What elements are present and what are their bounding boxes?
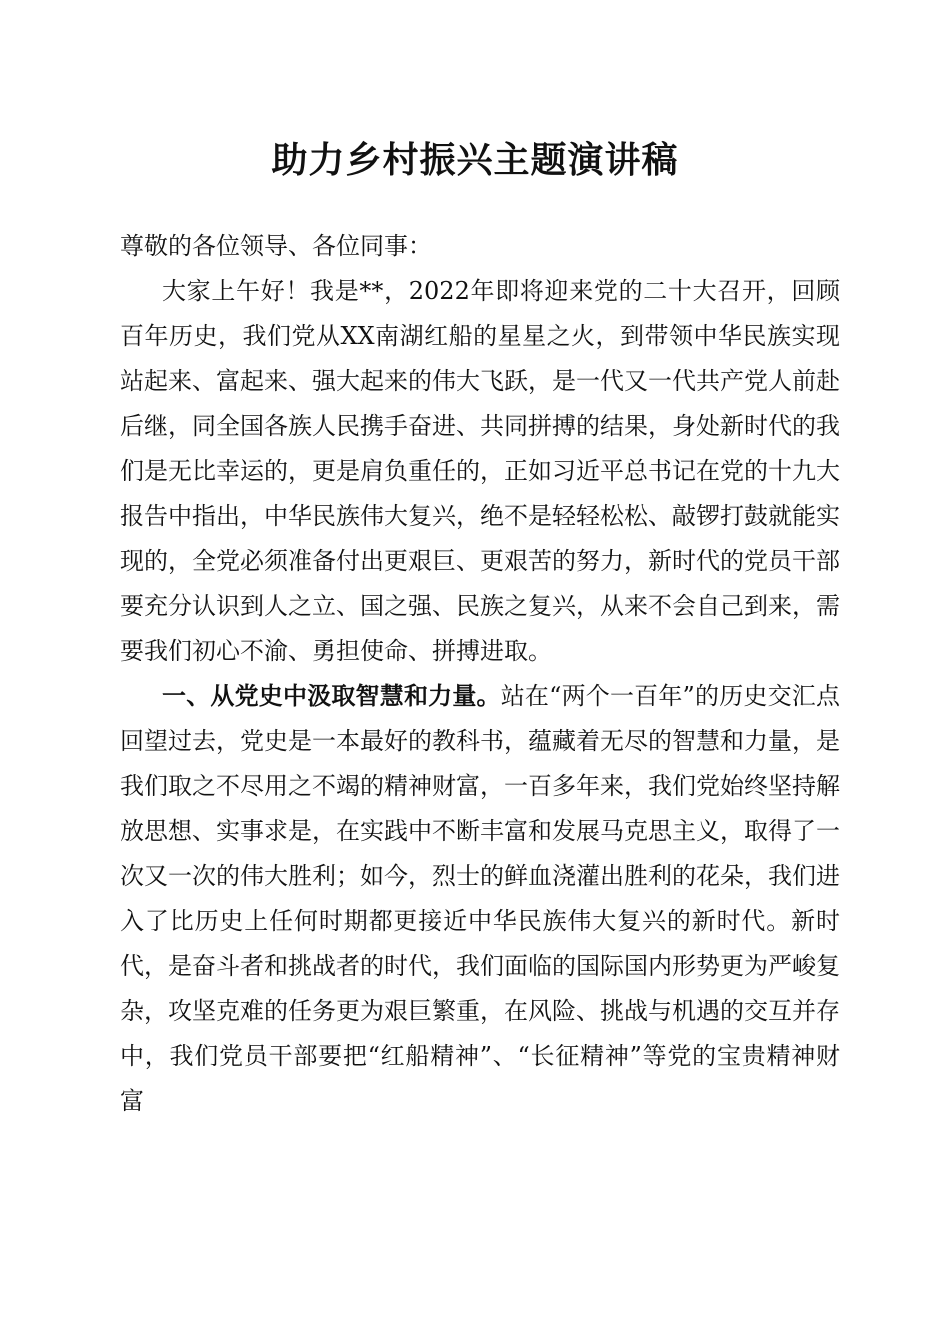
salutation: 尊敬的各位领导、各位同事： (120, 232, 432, 260)
paragraph-opening (120, 269, 840, 674)
section-one-text: 站在“两个一百年”的历史交汇点回望过去，党史是一本最好的教科书，蕴藏着无尽的智慧和力量，是我们取之不尽用之不竭的精神财富，一百多年来，我们党始终坚持解放思想、实事求是，在实践中不断丰富和发展马克思主义，取得了一次又一次的伟大胜利；如今，烈士的鲜血浇灌出胜利的花朵，我们进入了比历史上任何时期都更接近中华民族伟大复兴的新时代。新时代，是奋斗者和挑战者的时代，我们面临的国际国内形势更为严峻复杂，攻坚克难的任务更为艰巨繁重，在风险、挑战与机遇的交互并存中，我们党员干部要把“红船精神”、“长征精神”等党的宝贵精神财富 (120, 682, 840, 1115)
section-one-heading: 一、从党史中汲取智慧和力量。 (162, 682, 501, 710)
document-title: 助力乡村振兴主题演讲稿 (271, 139, 679, 181)
paragraph-opening-text: 大家上午好！我是**，2022年即将迎来党的二十大召开，回顾百年历史，我们党从XX南湖红船的星星之火，到带领中华民族实现站起来、富起来、强大起来的伟大飞跃，是一代又一代共产党人前赴后继，同全国各族人民携手奋进、共同拼搏的结果，身处新时代的我们是无比幸运的，更是肩负重任的，正如习近平总书记在党的十九大报告中指出，中华民族伟大复兴，绝不是轻轻松松、敲锣打鼓就能实现的，全党必须准备付出更艰巨、更艰苦的努力，新时代的党员干部要充分认识到人之立、国之强、民族之复兴，从来不会自己到来，需要我们初心不渝、勇担使命、拼搏进取。 (120, 277, 840, 665)
paragraph-section-one (120, 674, 840, 1124)
document-body (120, 224, 840, 1124)
